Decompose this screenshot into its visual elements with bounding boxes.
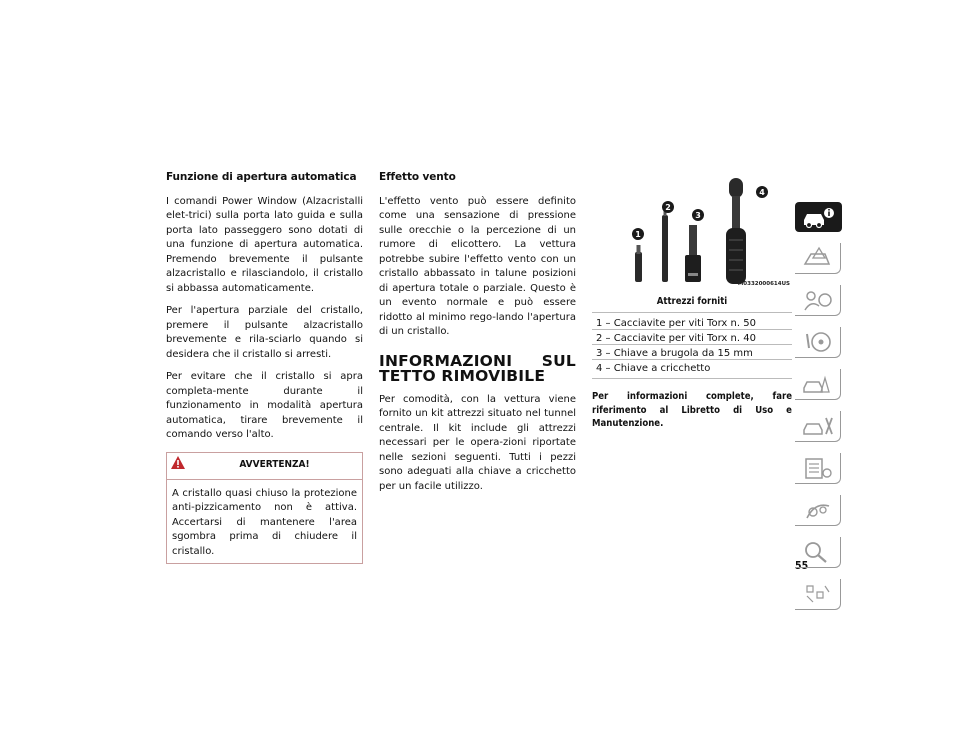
ratchet-icon — [726, 178, 746, 284]
tab-specs[interactable] — [795, 453, 841, 484]
list-item: 4 – Chiave a cricchetto — [592, 359, 792, 379]
parts-list — [592, 312, 792, 379]
warning-triangle-icon — [170, 455, 186, 470]
tab-safety[interactable] — [795, 285, 841, 316]
paragraph: Per evitare che il cristallo si apra completa-mente durante il funzionamento in modalità apertura automatica, tirare brevemente il comando verso l'alto. — [166, 371, 363, 440]
paragraph: Per comodità, con la vettura viene fornito un kit attrezzi situato nel tunnel centrale. Il kit include gli attrezzi necessari per le opera-zioni riportate nelle sezioni seguenti. Tutti i pezzi sono adeguati alla chiave a cricchetto per un facile utilizzo. — [379, 393, 576, 492]
svg-text:1: 1 — [635, 230, 641, 239]
page-number: 55 — [795, 560, 809, 572]
callout-3 — [692, 209, 704, 221]
warning-title: AVVERTENZA! — [239, 458, 310, 470]
search-index-icon — [801, 540, 835, 564]
callout-4 — [756, 186, 768, 198]
callout-1 — [632, 228, 644, 240]
section-heading-wind-buffeting: Effetto vento — [379, 171, 456, 183]
figure-code: M0332000614US — [737, 281, 790, 287]
tab-multimedia[interactable] — [795, 495, 841, 526]
warning-header — [167, 453, 362, 480]
list-item: 2 – Cacciavite per viti Torx n. 40 — [592, 329, 792, 344]
car-info-icon — [801, 205, 835, 229]
steering-wheel-icon — [801, 330, 835, 354]
tab-languages[interactable] — [795, 579, 841, 610]
tab-car-info[interactable] — [795, 202, 842, 232]
warning-box — [166, 452, 363, 565]
figure-caption: Attrezzi forniti — [656, 296, 728, 307]
specs-checklist-icon — [801, 456, 835, 480]
chapter-tabs — [795, 202, 843, 621]
paragraph: Per l'apertura parziale del cristallo, premere il pulsante alzacristallo brevemente e rila-sciarlo quando si desidera che il cristallo si arresti. — [166, 305, 363, 360]
list-item: 3 – Chiave a brugola da 15 mm — [592, 344, 792, 359]
svg-text:2: 2 — [665, 203, 671, 212]
tool-kit-illustration — [592, 170, 792, 295]
svg-text:4: 4 — [759, 188, 765, 197]
tab-index[interactable] — [795, 537, 841, 568]
tab-emergency[interactable] — [795, 369, 841, 400]
callout-2 — [662, 201, 674, 213]
torx-40-bit-icon — [662, 210, 668, 282]
paragraph: I comandi Power Window (Alzacristalli elet-trici) sulla porta lato guida e sulla porta lato passeggero sono dotati di una funzione di apertura automatica. Premendo brevemente il pulsante alzacristallo e rilasciandolo, il cristallo si abbassa automaticamente. — [166, 195, 363, 294]
section-title-removable-top: INFORMAZIONI SUL TETTO RIMOVIBILE — [379, 351, 576, 385]
hex-socket-icon — [685, 225, 701, 282]
tab-service[interactable] — [795, 411, 841, 442]
car-service-tools-icon — [801, 414, 835, 438]
svg-text:3: 3 — [695, 211, 701, 220]
car-crash-icon — [801, 372, 835, 396]
list-item: 1 – Cacciavite per viti Torx n. 50 — [592, 312, 792, 329]
paragraph: L'effetto vento può essere definito come una sensazione di pressione sulle orecchie o la percezione di un rumore di elicottero. La vettura potrebbe subire l'effetto vento con un cristallo abbassato in talune posizioni di apertura totale o parziale. Questo è un evento normale e può essere ridotto al minimo rego-lando l'apertura di un cristallo. — [379, 195, 576, 337]
torx-50-bit-icon — [635, 245, 642, 282]
section-heading-auto-open: Funzione di apertura automatica — [166, 171, 357, 183]
warning-text: A cristallo quasi chiuso la protezione anti-pizzicamento non è attiva. Accertarsi di mantenere l'area sgombra prima di chiudere il cristallo. — [172, 487, 357, 557]
language-icon — [801, 582, 835, 606]
reference-note: Per informazioni complete, fare riferimento al Libretto di Uso e Manutenzione. — [592, 391, 792, 429]
multimedia-icon — [801, 498, 835, 522]
warning-lights-icon — [801, 246, 835, 270]
left-column — [166, 168, 363, 564]
safety-airbag-icon — [801, 288, 835, 312]
tab-warning-lights[interactable] — [795, 243, 841, 274]
tools-figure — [592, 170, 792, 310]
middle-column — [379, 168, 576, 502]
tab-driving[interactable] — [795, 327, 841, 358]
